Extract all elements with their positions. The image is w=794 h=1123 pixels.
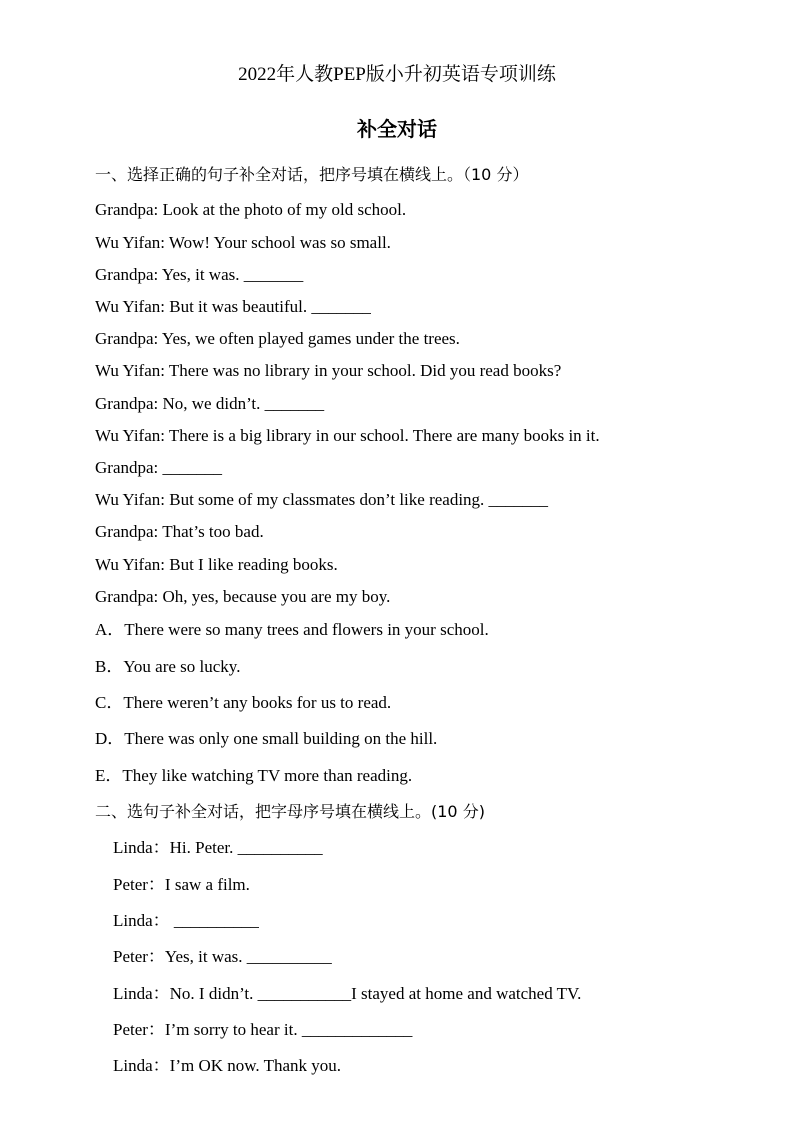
dialogue-line: Wu Yifan: Wow! Your school was so small. xyxy=(95,233,391,252)
dialogue-line: Linda：I’m OK now. Thank you. xyxy=(113,1056,342,1075)
dialogue-line: Linda：Hi. Peter. __________ xyxy=(113,838,323,857)
dialogue-line: Wu Yifan: But I like reading books. xyxy=(95,555,338,574)
dialogue-line: Grandpa: No, we didn’t. _______ xyxy=(95,394,325,413)
dialogue-line: Wu Yifan: There is a big library in our school. There are many books in it. xyxy=(95,426,600,445)
dialogue-line: Peter：I’m sorry to hear it. _____________ xyxy=(113,1020,413,1039)
dialogue-line: Linda：No. I didn’t. ___________I stayed at home and watched TV. xyxy=(113,984,582,1003)
dialogue-line: Peter：I saw a film. xyxy=(113,875,250,894)
section1-heading: 一、选择正确的句子补全对话，把序号填在横线上。（10 分） xyxy=(95,165,529,184)
dialogue-line: Grandpa: Oh, yes, because you are my boy. xyxy=(95,587,391,606)
dialogue-line: Grandpa: That’s too bad. xyxy=(95,522,264,541)
document-title: 2022年人教PEP版小升初英语专项训练 xyxy=(238,64,556,85)
document-subtitle: 补全对话 xyxy=(357,117,437,141)
dialogue-line: Grandpa: Yes, it was. _______ xyxy=(95,265,304,284)
option-d: D．There was only one small building on the hill. xyxy=(95,729,438,748)
dialogue-line: Wu Yifan: There was no library in your school. Did you read books? xyxy=(95,361,562,380)
option-b: B．You are so lucky. xyxy=(95,657,241,676)
dialogue-line: Peter：Yes, it was. __________ xyxy=(113,947,332,966)
dialogue-line: Grandpa: _______ xyxy=(95,458,223,477)
dialogue-line: Grandpa: Look at the photo of my old school. xyxy=(95,200,407,219)
dialogue-line: Wu Yifan: But it was beautiful. _______ xyxy=(95,297,371,316)
section2-heading: 二、选句子补全对话，把字母序号填在横线上。(10 分) xyxy=(95,802,485,821)
option-e: E．They like watching TV more than reading. xyxy=(95,766,413,785)
dialogue-line: Linda： __________ xyxy=(113,911,259,930)
dialogue-line: Wu Yifan: But some of my classmates don’t like reading. _______ xyxy=(95,490,549,509)
dialogue-line: Grandpa: Yes, we often played games under the trees. xyxy=(95,329,460,348)
option-a: A．There were so many trees and flowers in your school. xyxy=(95,620,489,639)
option-c: C．There weren’t any books for us to read. xyxy=(95,693,392,712)
